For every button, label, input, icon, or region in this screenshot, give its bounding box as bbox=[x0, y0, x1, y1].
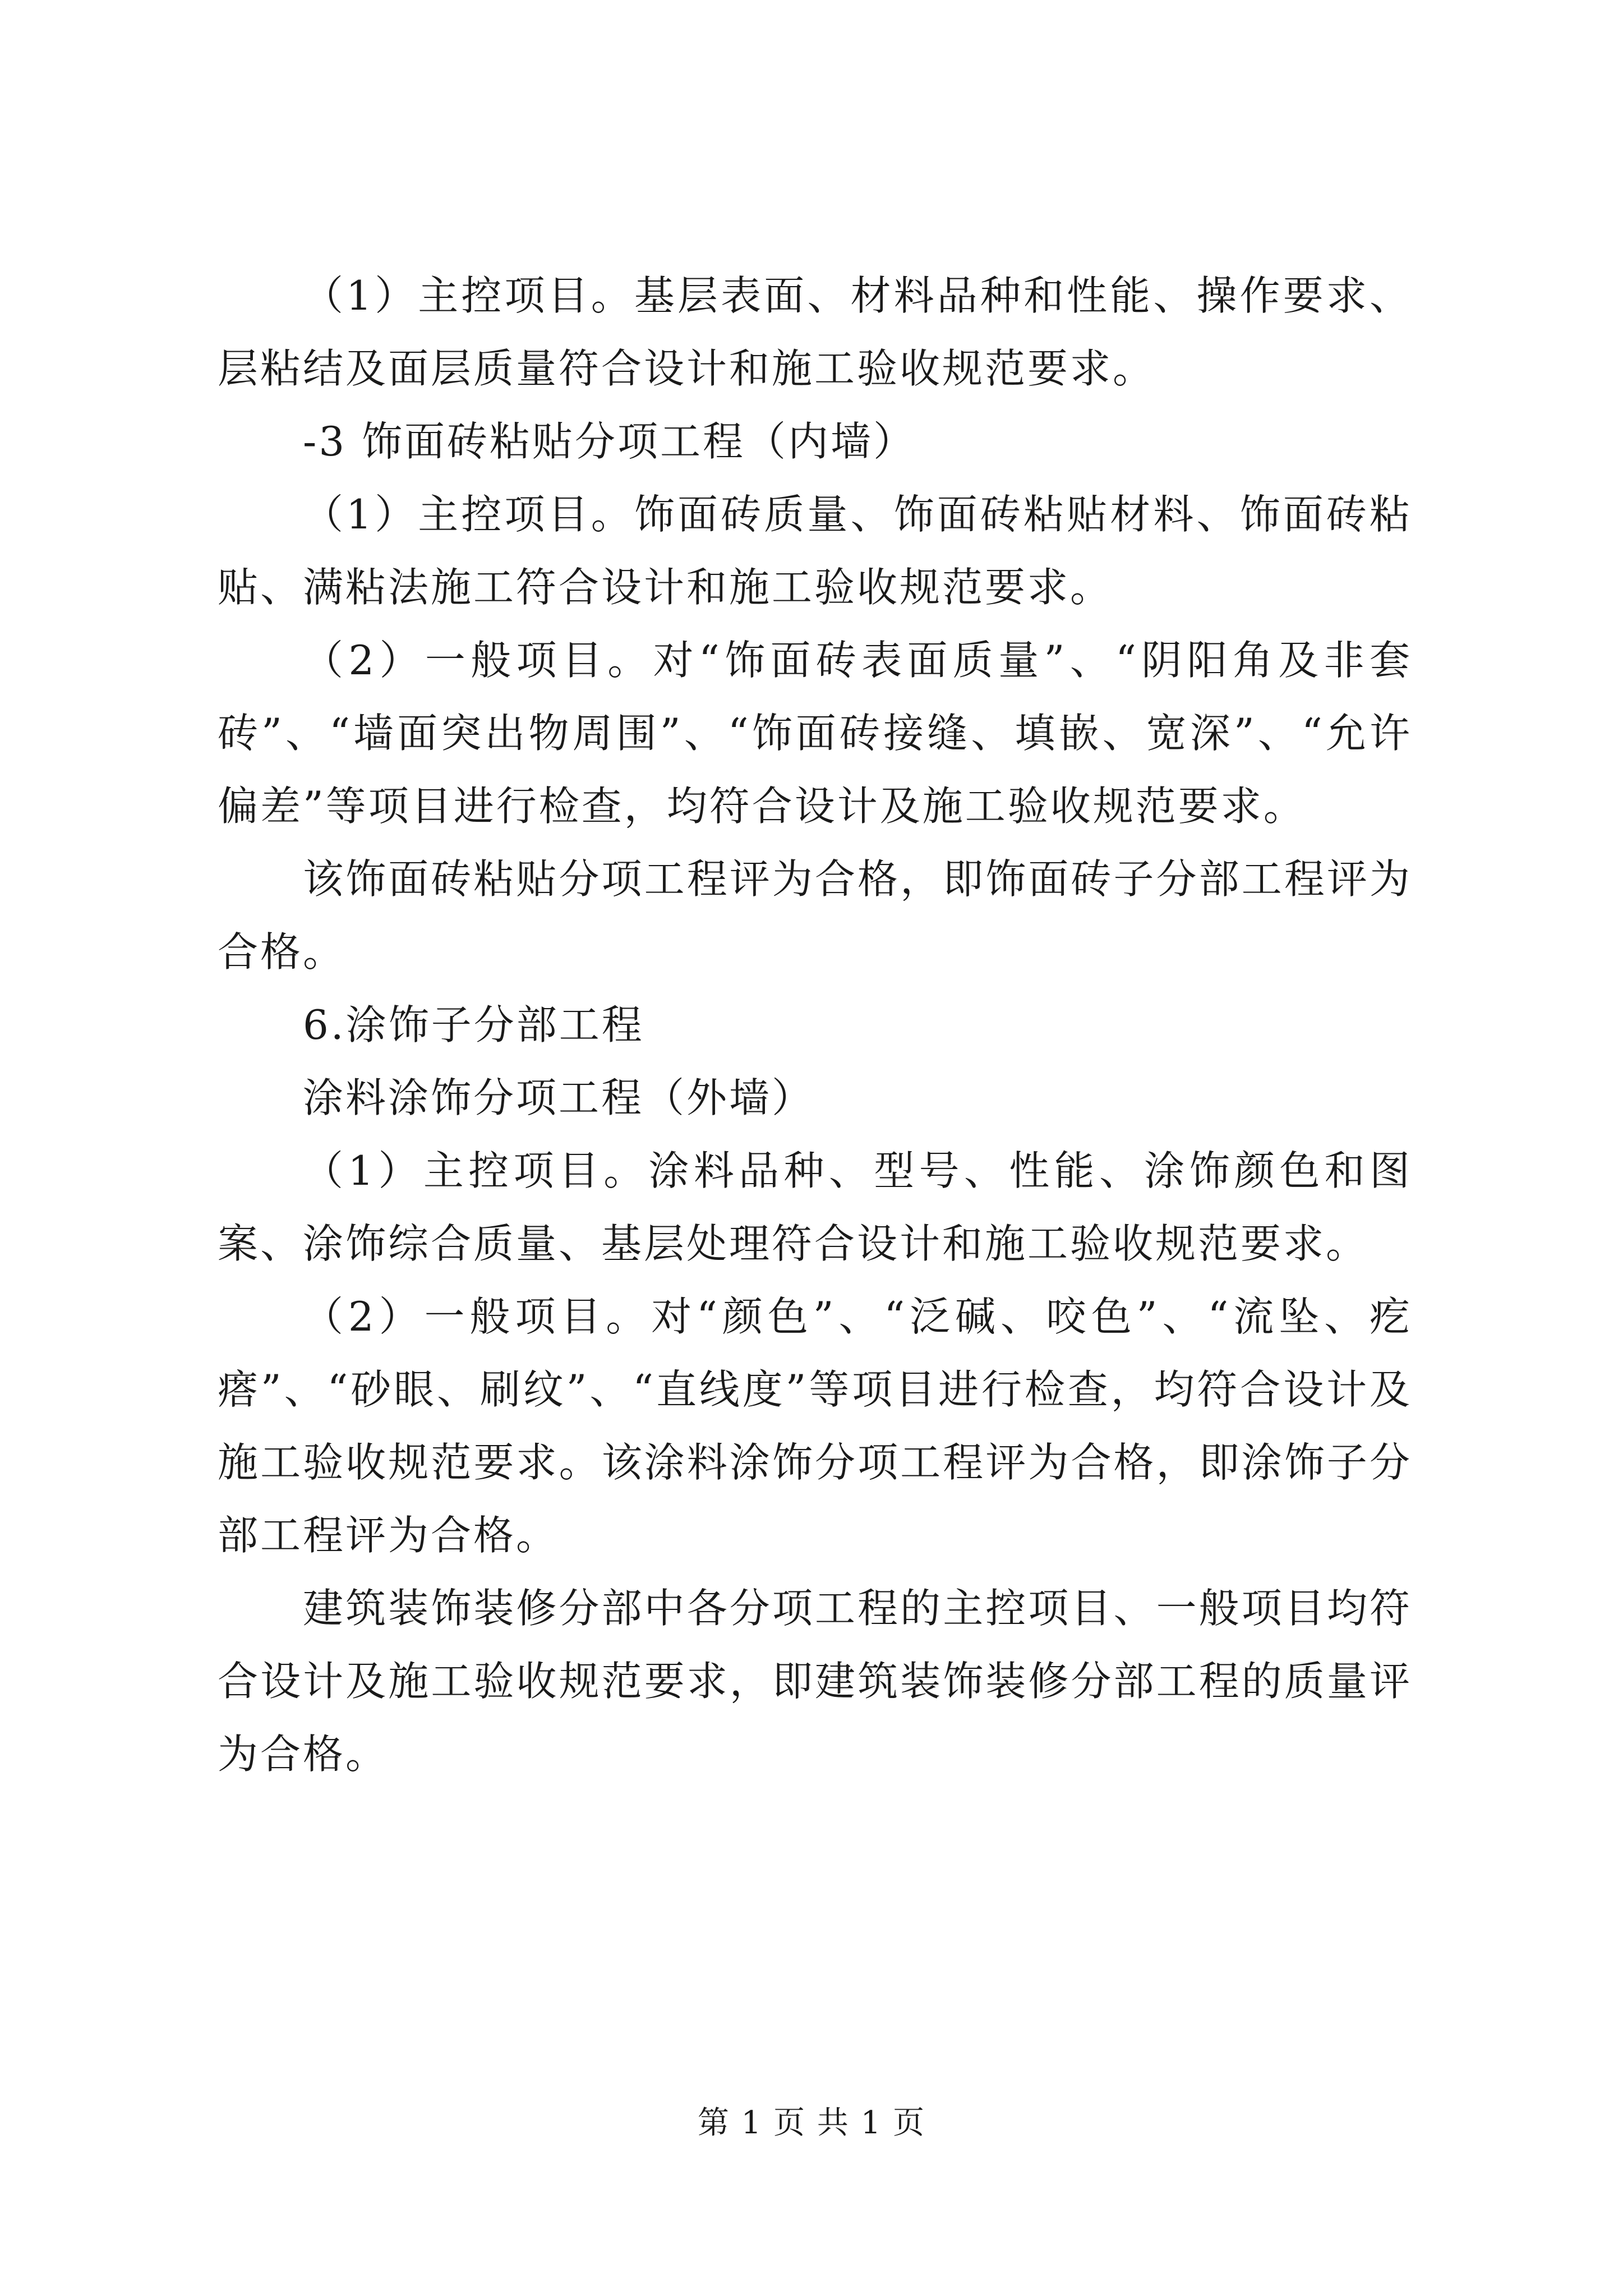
paragraph-tile-main-control: （1）主控项目。饰面砖质量、饰面砖粘贴材料、饰面砖粘贴、满粘法施工符合设计和施工验收规范要求。 bbox=[218, 491, 1412, 611]
page-footer: 第 1 页 共 1 页 bbox=[697, 2105, 926, 2141]
heading-coating-exterior: 涂料涂饰分项工程（外墙） bbox=[303, 1074, 815, 1121]
heading-tile-paste-interior: -3 饰面砖粘贴分项工程（内墙） bbox=[303, 418, 916, 465]
paragraph-final-conclusion: 建筑装饰装修分部中各分项工程的主控项目、一般项目均符合设计及施工验收规范要求，即建筑装饰装修分部工程的质量评为合格。 bbox=[218, 1585, 1412, 1778]
paragraph-tile-conclusion: 该饰面砖粘贴分项工程评为合格，即饰面砖子分部工程评为合格。 bbox=[218, 855, 1412, 976]
heading-coating-subdivision: 6.涂饰子分部工程 bbox=[303, 1001, 644, 1048]
paragraph-main-control-base: （1）主控项目。基层表面、材料品种和性能、操作要求、层粘结及面层质量符合设计和施工验收规范要求。 bbox=[218, 272, 1412, 392]
paragraph-coating-general-items: （2）一般项目。对“颜色”、“泛碱、咬色”、“流坠、疙瘩”、“砂眼、刷纹”、“直线度”等项目进行检查，均符合设计及施工验收规范要求。该涂料涂饰分项工程评为合格，即涂饰子分部工程评为合格。 bbox=[218, 1293, 1412, 1559]
paragraph-tile-general-items: （2）一般项目。对“饰面砖表面质量”、“阴阳角及非套砖”、“墙面突出物周围”、“饰面砖接缝、填嵌、宽深”、“允许偏差”等项目进行检查，均符合设计及施工验收规范要求。 bbox=[218, 637, 1412, 830]
document-body bbox=[218, 259, 1412, 1791]
paragraph-coating-main-control: （1）主控项目。涂料品种、型号、性能、涂饰颜色和图案、涂饰综合质量、基层处理符合设计和施工验收规范要求。 bbox=[218, 1147, 1412, 1267]
